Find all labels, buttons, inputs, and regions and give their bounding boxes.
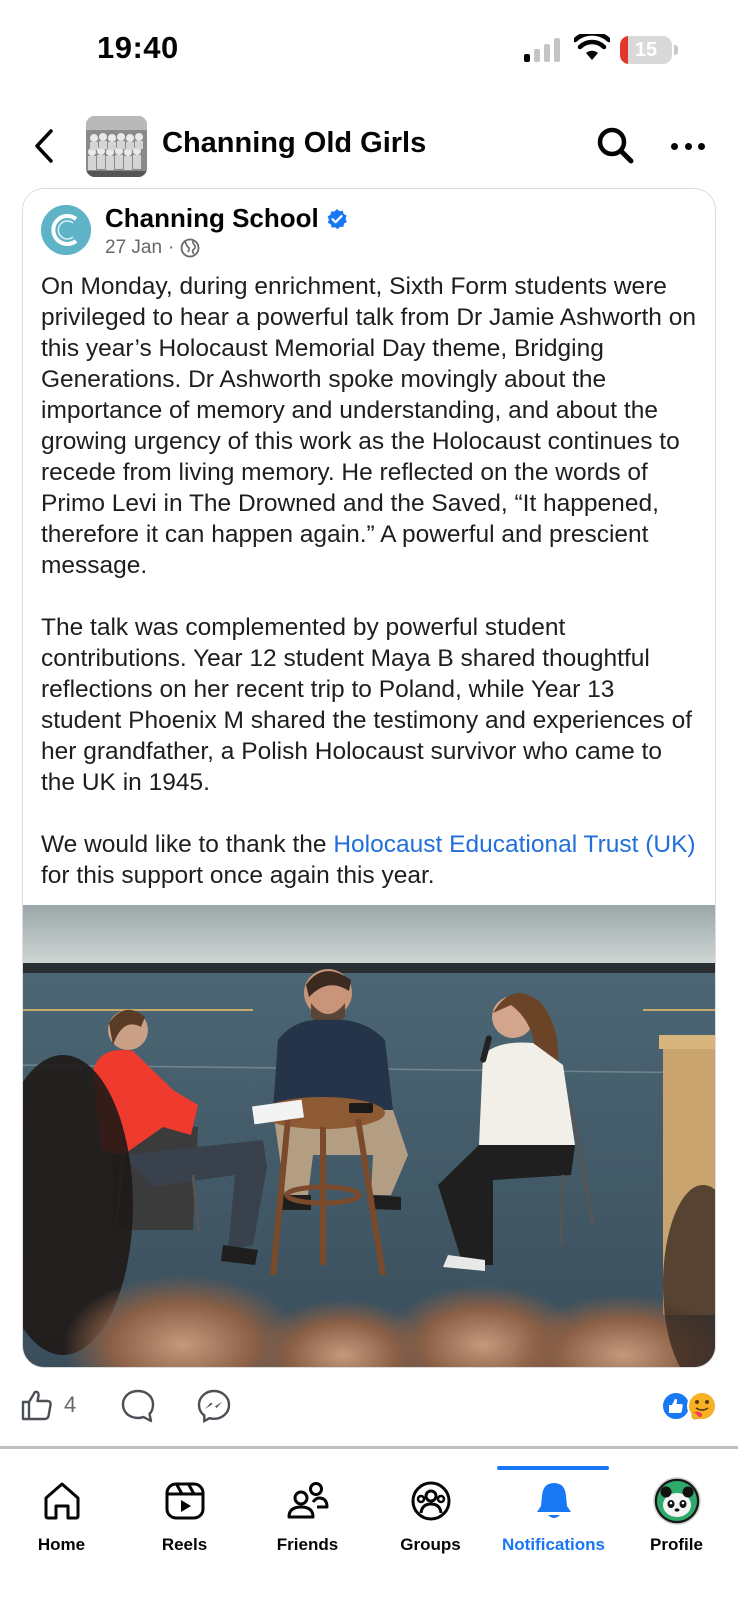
home-icon bbox=[40, 1479, 84, 1523]
nav-reels[interactable] bbox=[123, 1449, 246, 1569]
nav-label: Profile bbox=[650, 1535, 703, 1554]
battery-indicator bbox=[620, 36, 672, 64]
post-date[interactable]: 27 Jan bbox=[105, 237, 163, 258]
bottom-navigation bbox=[0, 1449, 738, 1600]
battery-nub bbox=[674, 45, 678, 55]
wifi-icon bbox=[574, 34, 610, 62]
like-button[interactable] bbox=[20, 1388, 76, 1422]
nav-label: Groups bbox=[400, 1535, 461, 1554]
status-time: 19:40 bbox=[97, 30, 179, 65]
reels-icon bbox=[163, 1479, 207, 1523]
post-meta bbox=[105, 237, 200, 259]
author-name-row bbox=[105, 203, 348, 234]
post-photo[interactable] bbox=[23, 905, 716, 1368]
send-button[interactable] bbox=[196, 1388, 232, 1424]
avatar bbox=[653, 1477, 701, 1525]
messenger-icon bbox=[196, 1388, 232, 1424]
more-options-button[interactable] bbox=[666, 124, 710, 168]
nav-label: Notifications bbox=[502, 1535, 605, 1554]
battery-level: 15 bbox=[634, 39, 658, 61]
status-bar bbox=[0, 0, 738, 100]
comment-button[interactable] bbox=[120, 1388, 156, 1424]
friends-icon bbox=[286, 1479, 330, 1523]
chevron-left-icon bbox=[33, 128, 55, 164]
like-count: 4 bbox=[64, 1392, 77, 1417]
nav-label: Reels bbox=[161, 1535, 208, 1554]
post-paragraph-thanks bbox=[41, 829, 701, 891]
globe-icon bbox=[180, 238, 200, 258]
search-button[interactable] bbox=[594, 124, 638, 168]
group-title[interactable]: Channing Old Girls bbox=[162, 127, 427, 159]
reactions-summary[interactable] bbox=[660, 1390, 720, 1422]
post-paragraph: The talk was complemented by powerful student contributions. Year 12 student Maya B shared thoughtful reflections on her recent trip to Poland, while Year 13 student Phoenix M shared the testimony and experiences of her grandfather, a Polish Holocaust survivor who came to the UK in 1945. bbox=[41, 614, 692, 796]
group-header bbox=[0, 110, 738, 180]
post-body bbox=[41, 271, 701, 891]
nav-friends[interactable] bbox=[246, 1449, 369, 1569]
like-reaction-icon bbox=[662, 1392, 690, 1420]
author-name[interactable]: Channing School bbox=[105, 203, 319, 233]
bell-icon bbox=[532, 1479, 576, 1523]
nav-home[interactable] bbox=[0, 1449, 123, 1569]
holocaust-trust-link[interactable]: Holocaust Educational Trust (UK) bbox=[333, 831, 696, 858]
post-actions bbox=[0, 1378, 738, 1434]
author-avatar[interactable] bbox=[41, 205, 91, 255]
thanks-text: We would like to thank the bbox=[41, 831, 334, 858]
verified-badge-icon bbox=[326, 208, 348, 230]
thumbs-up-icon bbox=[20, 1388, 54, 1422]
nav-groups[interactable] bbox=[369, 1449, 492, 1569]
groups-icon bbox=[409, 1479, 453, 1523]
comment-icon bbox=[120, 1388, 156, 1424]
meta-separator: · bbox=[168, 237, 175, 258]
thanks-text-end: for this support once again this year. bbox=[41, 862, 435, 889]
nav-notifications[interactable] bbox=[492, 1449, 615, 1569]
cellular-signal-icon bbox=[524, 38, 562, 62]
back-button[interactable] bbox=[24, 124, 64, 168]
more-horizontal-icon bbox=[671, 143, 678, 150]
care-reaction-icon bbox=[688, 1392, 716, 1420]
post-paragraph: On Monday, during enrichment, Sixth Form students were privileged to hear a powerful talk from Dr Jamie Ashworth on this year’s Holocaust Memorial Day theme, Bridging Generations. Dr Ashworth spoke movingly about the importance of memory and understanding, and about the growing urgency of this work as the Holocaust continues to recede from living memory. He reflected on the words of Primo Levi in The Drowned and the Saved, “It happened, therefore it can happen again.” A powerful and prescient message. bbox=[41, 273, 696, 579]
nav-label: Friends bbox=[276, 1535, 339, 1554]
search-icon bbox=[594, 124, 638, 168]
post-card bbox=[22, 188, 716, 1368]
nav-label: Home bbox=[37, 1535, 86, 1554]
nav-profile[interactable] bbox=[615, 1449, 738, 1569]
group-cover-thumbnail[interactable] bbox=[86, 116, 147, 177]
